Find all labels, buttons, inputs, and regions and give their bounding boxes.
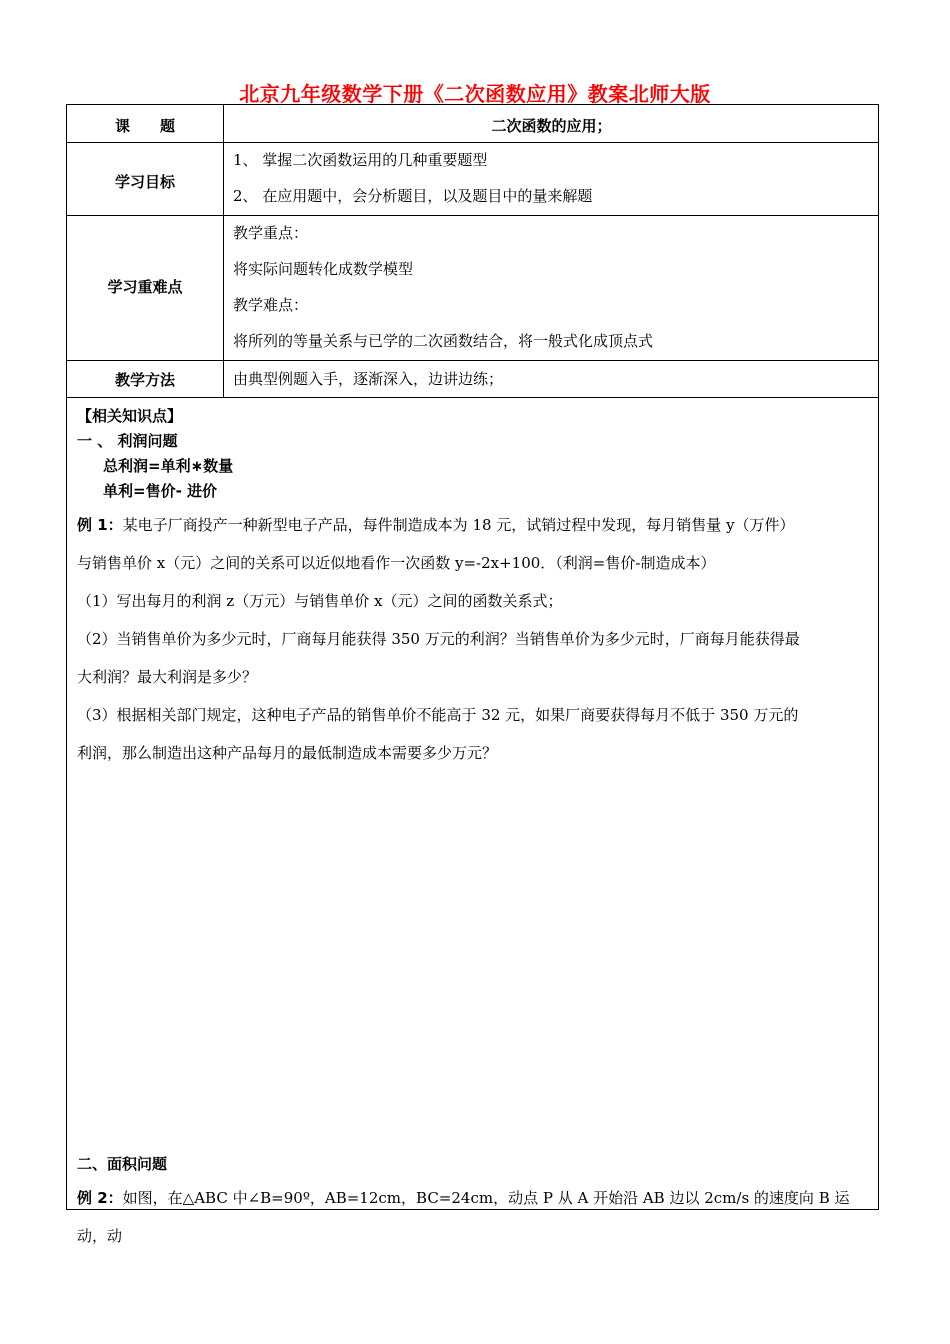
difficult-points-text: 将所列的等量关系与已学的二次函数结合，将一般式化成顶点式 [233,332,654,350]
example1-line: 例 1：某电子厂商投产一种新型电子产品，每件制造成本为 18 元，试销过程中发现，每月销售量 y（万件） [77,516,795,534]
row-divider [67,397,878,398]
key-difficult-content [233,215,653,359]
section1-heading: 一 、 利润问题 [77,432,178,450]
page-title: 北京九年级数学下册《二次函数应用》教案北师大版 [239,82,711,106]
example1-question-2-cont: 大利润？最大利润是多少？ [77,668,258,686]
example1 [77,506,872,772]
learning-goals-content [233,142,592,214]
formula-unit-profit: 单利=售价- 进价 [103,482,218,500]
goal-2: 2、 在应用题中，会分析题目，以及题目中的量来解题 [233,187,593,205]
column-divider [223,105,224,397]
difficult-points-heading: 教学难点： [233,296,309,314]
lesson-plan-frame [66,104,879,1245]
label-topic: 课 题 [114,117,175,135]
goal-1: 1、 掌握二次函数运用的几种重要题型 [233,151,488,169]
example1-question-3: （3）根据相关部门规定，这种电子产品的销售单价不能高于 32 元，如果厂商要获得每月不低于 350 万元的 [77,706,799,724]
key-points-heading: 教学重点： [233,224,309,242]
label-key-difficult: 学习重难点 [107,278,183,296]
label-learning-goals: 学习目标 [114,173,175,191]
section2-heading: 二、面积问题 [77,1155,168,1173]
key-points-text: 将实际问题转化成数学模型 [233,260,414,278]
example1-question-3-cont: 利润，那么制造出这种产品每月的最低制造成本需要多少万元？ [77,744,498,762]
teaching-method-content [233,361,503,397]
knowledge-heading: 【相关知识点】 [77,407,183,425]
example1-line: 与销售单价 x（元）之间的关系可以近似地看作一次函数 y=-2x+100．（利润=售价-制造成本） [77,554,716,572]
topic-value: 二次函数的应用； [491,117,612,135]
example2-text: 如图，在△ABC 中∠B=90º，AB=12cm，BC=24cm，动点 P 从 A 开始沿 AB 边以 2cm/s 的速度向 B 运动，动 [77,1189,850,1245]
example2 [77,1179,872,1255]
formula-total-profit: 总利润=单利∗数量 [103,457,234,475]
label-teaching-method: 教学方法 [114,371,175,389]
example1-question-1: （1）写出每月的利润 z（万元）与销售单价 x（元）之间的函数关系式； [77,592,563,610]
example2-label: 例 2： [77,1189,123,1207]
example1-label: 例 1： [77,516,123,534]
example1-question-2: （2）当销售单价为多少元时，厂商每月能获得 350 万元的利润？当销售单价为多少元时，厂商每月能获得最 [77,630,800,648]
teaching-method-text: 由典型例题入手，逐渐深入，边讲边练； [233,370,504,388]
